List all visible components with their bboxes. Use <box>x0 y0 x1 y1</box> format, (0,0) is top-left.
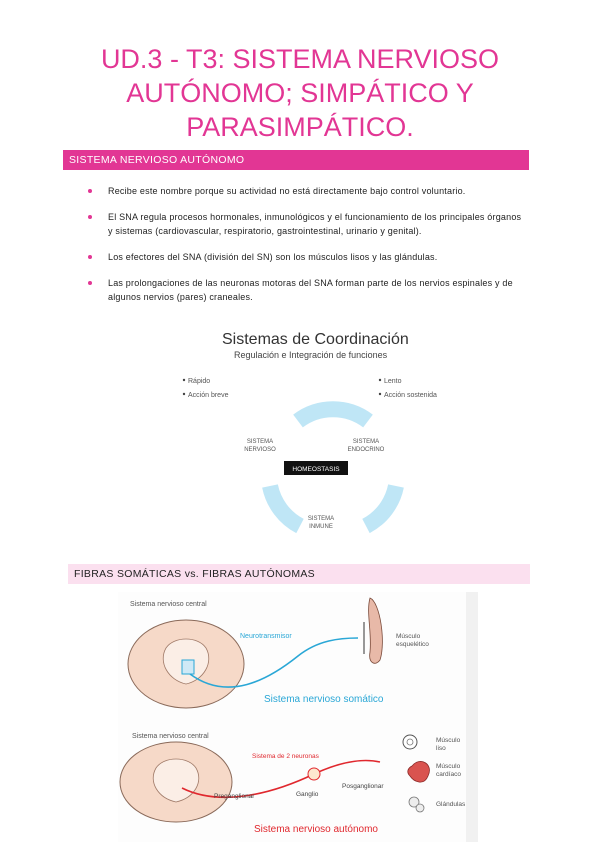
immune-system-label-1: SISTEMA <box>307 516 335 522</box>
bullet-list <box>88 184 528 316</box>
list-item: Los efectores del SNA (división del SN) son los músculos lisos y las glándulas. <box>88 250 528 264</box>
slow-label: Lento <box>384 378 402 385</box>
smooth-muscle-label-1: Músculo <box>436 737 461 744</box>
cns-label-top: Sistema nervioso central <box>130 601 207 608</box>
somatic-caption: Sistema nervioso somático <box>264 694 384 705</box>
skeletal-muscle-label-1: Músculo <box>396 633 421 640</box>
list-item: Las prolongaciones de las neuronas motoras del SNA forman parte de los nervios espinales y de algunos nervios (pares) craneales. <box>88 276 528 304</box>
section-heading-fibers: FIBRAS SOMÁTICAS vs. FIBRAS AUTÓNOMAS <box>68 564 530 584</box>
glands-label: Glándulas <box>436 801 466 808</box>
smooth-muscle-icon <box>403 735 417 749</box>
nervous-system-label-2: NERVIOSO <box>244 447 276 453</box>
neurotransmitter-label: Neurotransmisor <box>240 633 292 640</box>
cns-label-bottom: Sistema nervioso central <box>132 733 209 740</box>
fibers-figure <box>118 592 478 842</box>
nervous-system-label-1: SISTEMA <box>246 439 274 445</box>
skeletal-muscle-label-2: esquelético <box>396 641 429 648</box>
ganglion <box>308 768 320 780</box>
cardiac-muscle-label-2: cardíaco <box>436 771 461 778</box>
section-heading-sna: SISTEMA NERVIOSO AUTÓNOMO <box>63 150 529 170</box>
title-line-2: AUTÓNOMO; SIMPÁTICO Y <box>126 78 474 108</box>
sustained-action-label: Acción sostenida <box>384 392 437 399</box>
figure1-subtitle: Regulación e Integración de funciones <box>234 350 388 360</box>
title-line-3: PARASIMPÁTICO. <box>186 112 414 142</box>
ganglion-label: Ganglio <box>296 791 319 798</box>
fast-label: Rápido <box>188 378 211 385</box>
figure1-title: Sistemas de Coordinación <box>222 331 409 348</box>
coordination-systems-figure <box>178 326 478 546</box>
immune-system-label-2: INMUNE <box>309 524 333 530</box>
preganglionic-label: Preganglionar <box>214 793 255 800</box>
endocrine-system-label-1: SISTEMA <box>352 439 380 445</box>
two-neuron-label: Sistema de 2 neuronas <box>252 753 319 760</box>
brief-action-label: Acción breve <box>188 392 229 399</box>
postganglionic-label: Posganglionar <box>342 783 384 790</box>
endocrine-system-label-2: ENDOCRINO <box>347 447 385 453</box>
homeostasis-label: HOMEOSTASIS <box>292 466 340 473</box>
title-line-1: UD.3 - T3: SISTEMA NERVIOSO <box>100 44 500 74</box>
smooth-muscle-label-2: liso <box>436 745 446 752</box>
list-item: El SNA regula procesos hormonales, inmunológicos y el funcionamiento de los principales órganos y sistemas (cardiovascular, respiratorio, gastrointestinal, urinario y genital). <box>88 210 528 238</box>
cardiac-muscle-label-1: Músculo <box>436 763 461 770</box>
autonomic-caption: Sistema nervioso autónomo <box>254 824 378 835</box>
list-item: Recibe este nombre porque su actividad no está directamente bajo control voluntario. <box>88 184 528 198</box>
page-title <box>60 42 540 144</box>
